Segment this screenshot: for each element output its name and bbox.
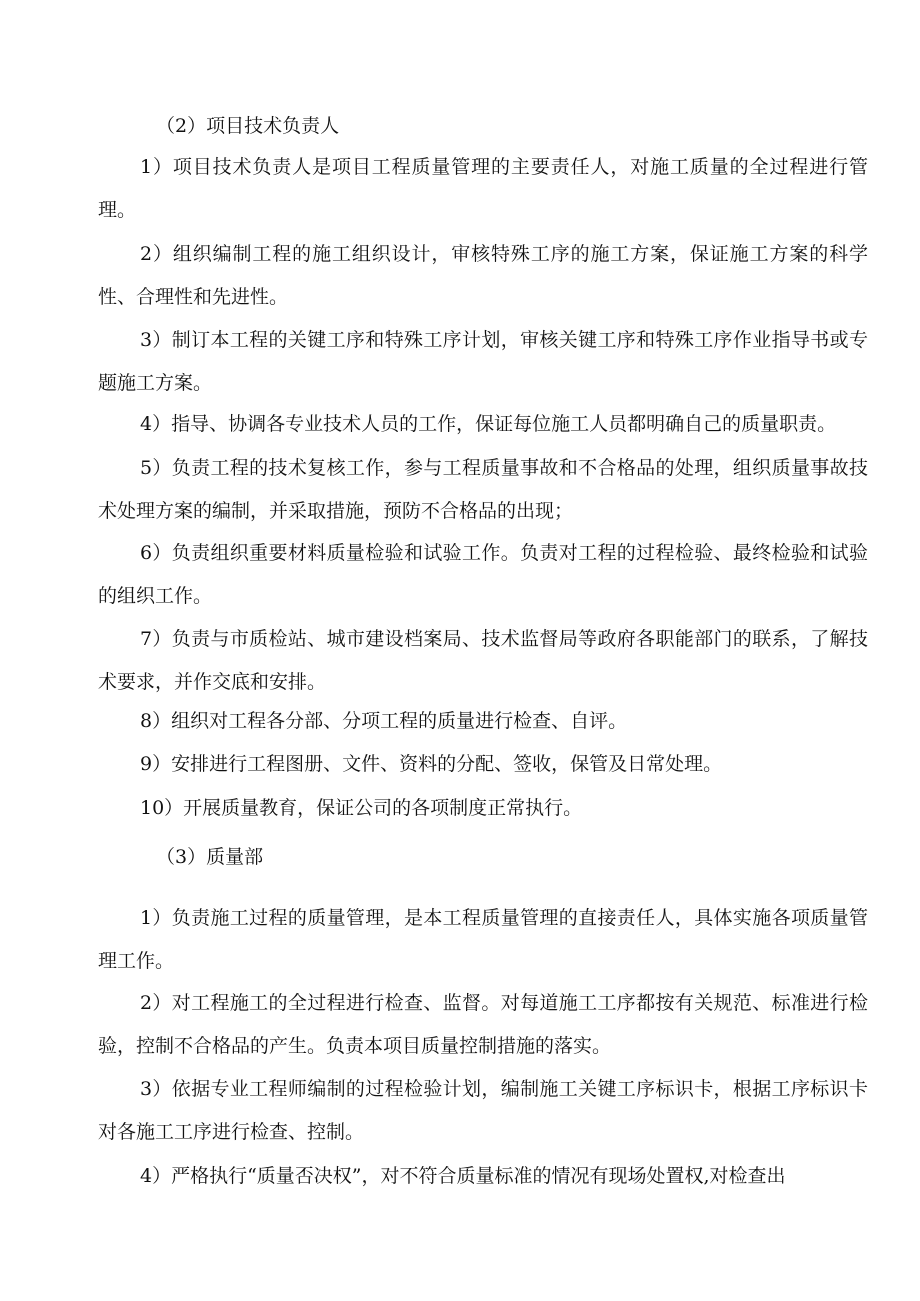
technical-lead-item-8: 8）组织对工程各分部、分项工程的质量进行检查、自评。	[140, 710, 628, 732]
technical-lead-item-1: 1）项目技术负责人是项目工程质量管理的主要责任人，对施工质量的全过程进行管理。	[98, 156, 868, 221]
quality-dept-item-4: 4）严格执行“质量否决权”，对不符合质量标准的情况有现场处置权,对检查出	[140, 1165, 786, 1187]
technical-lead-item-3: 3）制订本工程的关键工序和特殊工序计划，审核关键工序和特殊工序作业指导书或专题施工方案。	[98, 329, 868, 394]
technical-lead-item-4: 4）指导、协调各专业技术人员的工作，保证每位施工人员都明确自己的质量职责。	[140, 413, 837, 435]
quality-dept-item-3: 3）依据专业工程师编制的过程检验计划，编制施工关键工序标识卡，根据工序标识卡对各施工工序进行检查、控制。	[98, 1078, 868, 1143]
technical-lead-item-2: 2）组织编制工程的施工组织设计，审核特殊工序的施工方案，保证施工方案的科学性、合理性和先进性。	[98, 243, 868, 308]
technical-lead-item-10: 10）开展质量教育，保证公司的各项制度正常执行。	[140, 797, 583, 819]
technical-lead-item-7: 7）负责与市质检站、城市建设档案局、技术监督局等政府各职能部门的联系，了解技术要求，并作交底和安排。	[98, 628, 868, 693]
technical-lead-item-5: 5）负责工程的技术复核工作，参与工程质量事故和不合格品的处理，组织质量事故技术处理方案的编制，并采取措施，预防不合格品的出现；	[98, 457, 868, 522]
technical-lead-item-6: 6）负责组织重要材料质量检验和试验工作。负责对工程的过程检验、最终检验和试验的组织工作。	[98, 542, 868, 607]
section-heading-technical-lead: （2）项目技术负责人	[156, 115, 340, 137]
section-heading-quality-dept: （3）质量部	[156, 846, 264, 868]
quality-dept-item-2: 2）对工程施工的全过程进行检查、监督。对每道施工工序都按有关规范、标准进行检验，控制不合格品的产生。负责本项目质量控制措施的落实。	[98, 992, 868, 1057]
quality-dept-item-1: 1）负责施工过程的质量管理，是本工程质量管理的直接责任人，具体实施各项质量管理工作。	[98, 907, 868, 972]
technical-lead-item-9: 9）安排进行工程图册、文件、资料的分配、签收，保管及日常处理。	[140, 753, 723, 775]
